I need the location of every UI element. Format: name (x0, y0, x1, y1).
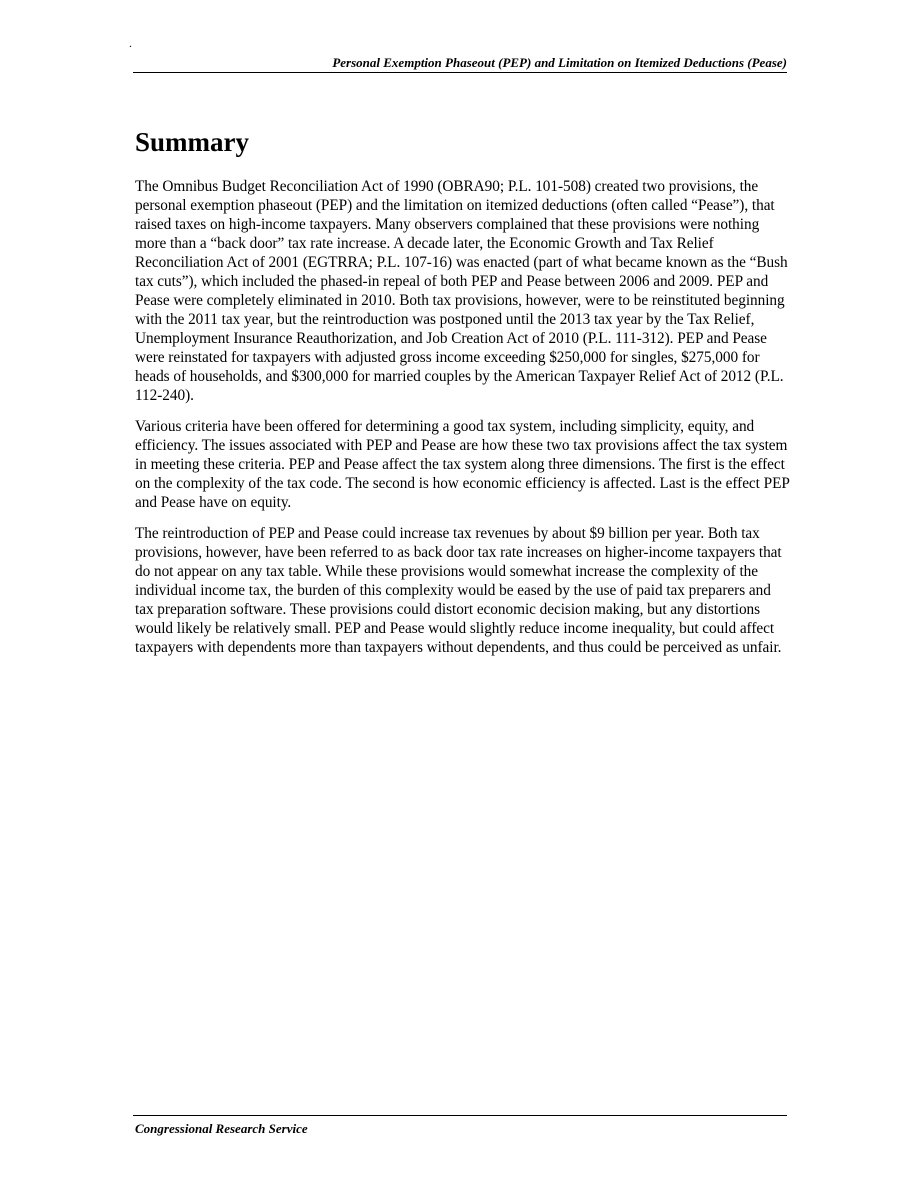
header-divider (133, 72, 787, 73)
summary-paragraph-2: Various criteria have been offered for determining a good tax system, including simplicity, equity, and efficiency. The issues associated with PEP and Pease are how these two tax provisions affect the tax system in meeting these criteria. PEP and Pease affect the tax system along three dimensions. The first is the effect on the complexity of the tax code. The second is how economic efficiency is affected. Last is the effect PEP and Pease have on equity. (135, 418, 790, 511)
running-footer-source: Congressional Research Service (135, 1121, 308, 1136)
page-marker-dot: . (129, 36, 132, 50)
summary-paragraph-3: The reintroduction of PEP and Pease could increase tax revenues by about $9 billion per year. Both tax provisions, however, have been referred to as back door tax rate increases on higher-income taxpayers that do not appear on any tax table. While these provisions would somewhat increase the complexity of the individual income tax, the burden of this complexity would be eased by the use of paid tax preparers and tax preparation software. These provisions could distort economic decision making, but any distortions would likely be relatively small. PEP and Pease would slightly reduce income inequality, but could affect taxpayers with dependents more than taxpayers without dependents, and thus could be perceived as unfair. (135, 525, 782, 656)
footer-divider (133, 1115, 787, 1116)
summary-paragraph-1: The Omnibus Budget Reconciliation Act of 1990 (OBRA90; P.L. 101-508) created two provisions, the personal exemption phaseout (PEP) and the limitation on itemized deductions (often called “Pease”), that raised taxes on high-income taxpayers. Many observers complained that these provisions were nothing more than a “back door” tax rate increase. A decade later, the Economic Growth and Tax Relief Reconciliation Act of 2001 (EGTRRA; P.L. 107-16) was enacted (part of what became known as the “Bush tax cuts”), which included the phased-in repeal of both PEP and Pease between 2006 and 2009. PEP and Pease were completely eliminated in 2010. Both tax provisions, however, were to be reinstituted beginning with the 2011 tax year, but the reintroduction was postponed until the 2013 tax year by the Tax Relief, Unemployment Insurance Reauthorization, and Job Creation Act of 2010 (P.L. 111-312). PEP and Pease were reinstated for taxpayers with adjusted gross income exceeding $250,000 for singles, $275,000 for heads of households, and $300,000 for married couples by the American Taxpayer Relief Act of 2012 (P.L. 112-240). (135, 178, 788, 404)
running-header-title: Personal Exemption Phaseout (PEP) and Limitation on Itemized Deductions (Pease) (332, 55, 787, 70)
section-title: Summary (135, 127, 249, 157)
summary-body (135, 177, 791, 669)
